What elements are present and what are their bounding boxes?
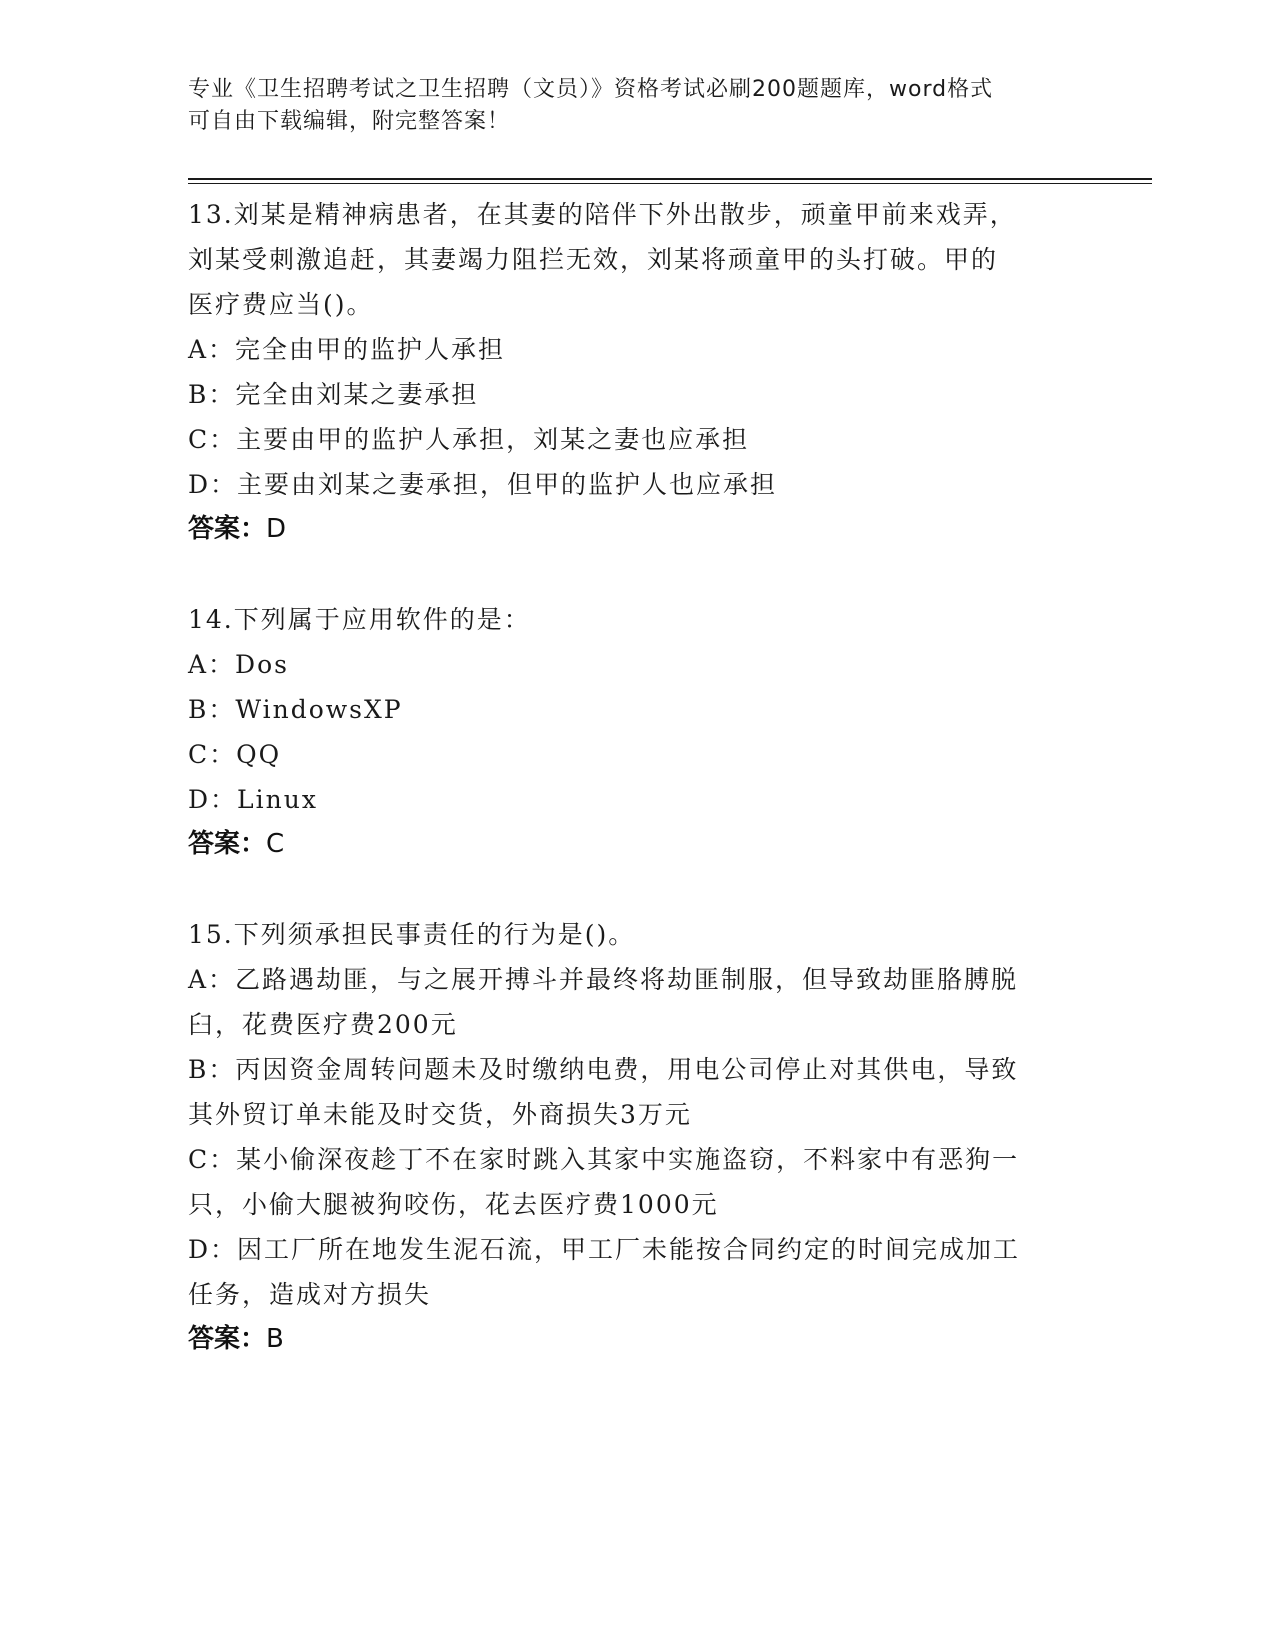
document-header <box>188 74 1068 138</box>
answer-option-line: C：主要由甲的监护人承担，刘某之妻也应承担 <box>188 425 750 454</box>
answer-line <box>188 822 1088 867</box>
answer-option-line: 只，小偷大腿被狗咬伤，花去医疗费1000元 <box>188 1190 719 1219</box>
answer-option-line: 其外贸订单未能及时交货，外商损失3万元 <box>188 1100 692 1129</box>
answer-option-line: B：丙因资金周转问题未及时缴纳电费，用电公司停止对其供电，导致 <box>188 1055 1019 1084</box>
answer-value: D <box>266 514 287 544</box>
answer-option-line: C：QQ <box>188 740 282 769</box>
answer-label: 答案： <box>188 1324 267 1354</box>
question-block <box>188 912 1088 1362</box>
answer-option-line: C：某小偷深夜趁丁不在家时跳入其家中实施盗窃，不料家中有恶狗一 <box>188 1145 1020 1174</box>
question-list <box>188 192 1088 1407</box>
question-stem-line: 医疗费应当()。 <box>188 290 374 319</box>
answer-value: C <box>266 829 285 859</box>
answer-value: B <box>266 1324 284 1354</box>
answer-option-line: B：完全由刘某之妻承担 <box>188 380 479 409</box>
answer-option-line: D：Linux <box>188 785 318 814</box>
header-title-line-2: 可自由下载编辑，附完整答案！ <box>188 109 511 134</box>
answer-option-line: 任务，造成对方损失 <box>188 1280 432 1309</box>
question-stem-line: 14.下列属于应用软件的是： <box>188 605 531 634</box>
answer-option-line: D：因工厂所在地发生泥石流，甲工厂未能按合同约定的时间完成加工 <box>188 1235 1021 1264</box>
question-stem-line: 刘某受刺激追赶，其妻竭力阻拦无效，刘某将顽童甲的头打破。甲的 <box>188 245 999 274</box>
header-title-line-1: 专业《卫生招聘考试之卫生招聘（文员）》资格考试必刷200题题库，word格式 <box>188 77 994 102</box>
answer-option-line: 臼，花费医疗费200元 <box>188 1010 458 1039</box>
header-divider-thick <box>188 178 1152 180</box>
header-divider-thin <box>188 183 1152 184</box>
answer-option-line: D：主要由刘某之妻承担，但甲的监护人也应承担 <box>188 470 778 499</box>
question-block <box>188 192 1088 552</box>
question-block <box>188 597 1088 867</box>
question-stem-line: 15.下列须承担民事责任的行为是()。 <box>188 920 636 949</box>
answer-option-line: B：WindowsXP <box>188 695 403 724</box>
answer-label: 答案： <box>188 514 267 544</box>
answer-option-line: A：乙路遇劫匪，与之展开搏斗并最终将劫匪制服，但导致劫匪胳膊脱 <box>188 965 1019 994</box>
answer-line <box>188 1317 1088 1362</box>
answer-label: 答案： <box>188 829 267 859</box>
answer-option-line: A：Dos <box>188 650 289 679</box>
question-stem-line: 13.刘某是精神病患者，在其妻的陪伴下外出散步，顽童甲前来戏弄， <box>188 200 1017 229</box>
answer-option-line: A：完全由甲的监护人承担 <box>188 335 506 364</box>
answer-line <box>188 507 1088 552</box>
